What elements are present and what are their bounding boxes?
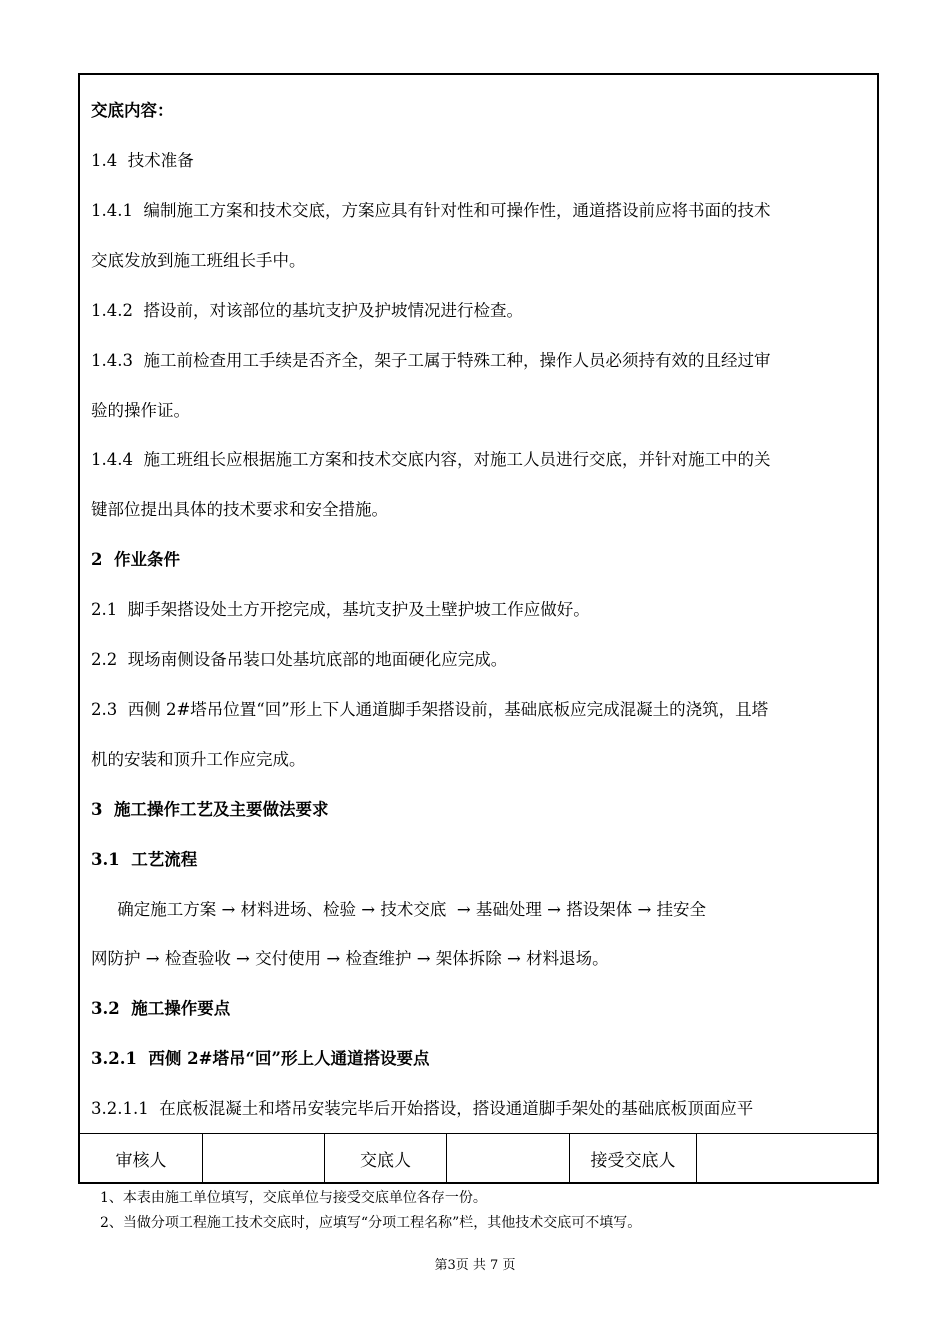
content-line: 交底发放到施工班组长手中。 <box>91 250 306 270</box>
signature-row <box>80 1133 877 1182</box>
disclosure-content <box>80 75 877 1133</box>
reviewer-label: 审核人 <box>80 1134 203 1182</box>
content-line: 2.2 现场南侧设备吊装口处基坑底部的地面硬化应完成。 <box>91 650 508 669</box>
content-line: 确定施工方案 → 材料进场、检验 → 技术交底 → 基础处理 → 搭设架体 → 挂安全 <box>91 899 707 919</box>
content-heading: 交底内容： <box>91 101 174 120</box>
content-line: 3.2.1 西侧 2#塔吊“回”形上人通道搭设要点 <box>91 1049 430 1069</box>
content-line: 1.4.1 编制施工方案和技术交底，方案应具有针对性和可操作性，通道搭设前应将书面的技术 <box>91 200 771 220</box>
discloser-field[interactable] <box>447 1134 570 1182</box>
receiver-field[interactable] <box>697 1134 877 1182</box>
discloser-label: 交底人 <box>325 1134 447 1182</box>
receiver-label: 接受交底人 <box>570 1134 697 1182</box>
content-line: 1.4.2 搭设前，对该部位的基坑支护及护坡情况进行检查。 <box>91 300 523 320</box>
page-footer: 第3页 共 7 页 <box>434 1258 516 1273</box>
content-line: 1.4.3 施工前检查用工手续是否齐全，架子工属于特殊工种，操作人员必须持有效的且经过审 <box>91 350 771 370</box>
reviewer-field[interactable] <box>203 1134 325 1182</box>
content-line: 3.2 施工操作要点 <box>91 999 231 1019</box>
content-line: 1.4.4 施工班组长应根据施工方案和技术交底内容，对施工人员进行交底，并针对施工中的关 <box>91 450 771 470</box>
content-line: 1.4 技术准备 <box>91 151 194 170</box>
content-line: 验的操作证。 <box>91 400 190 420</box>
content-line: 3.2.1.1 在底板混凝土和塔吊安装完毕后开始搭设，搭设通道脚手架处的基础底板顶面应平 <box>91 1099 754 1119</box>
note-1: 1、本表由施工单位填写，交底单位与接受交底单位各存一份。 <box>100 1190 487 1206</box>
disclosure-form <box>78 73 879 1184</box>
note-2: 2、当做分项工程施工技术交底时，应填写“分项工程名称”栏，其他技术交底可不填写。 <box>100 1215 642 1231</box>
content-line: 3.1 工艺流程 <box>91 849 198 869</box>
content-line: 2.3 西侧 2#塔吊位置“回”形上下人通道脚手架搭设前，基础底板应完成混凝土的浇筑，且塔 <box>91 699 769 719</box>
content-line: 机的安装和顶升工作应完成。 <box>91 749 306 769</box>
content-line: 键部位提出具体的技术要求和安全措施。 <box>91 500 388 520</box>
content-line: 2.1 脚手架搭设处土方开挖完成，基坑支护及土壁护坡工作应做好。 <box>91 600 590 620</box>
content-line: 2 作业条件 <box>91 550 180 570</box>
content-line: 网防护 → 检查验收 → 交付使用 → 检查维护 → 架体拆除 → 材料退场。 <box>91 949 609 969</box>
content-line: 3 施工操作工艺及主要做法要求 <box>91 799 329 819</box>
